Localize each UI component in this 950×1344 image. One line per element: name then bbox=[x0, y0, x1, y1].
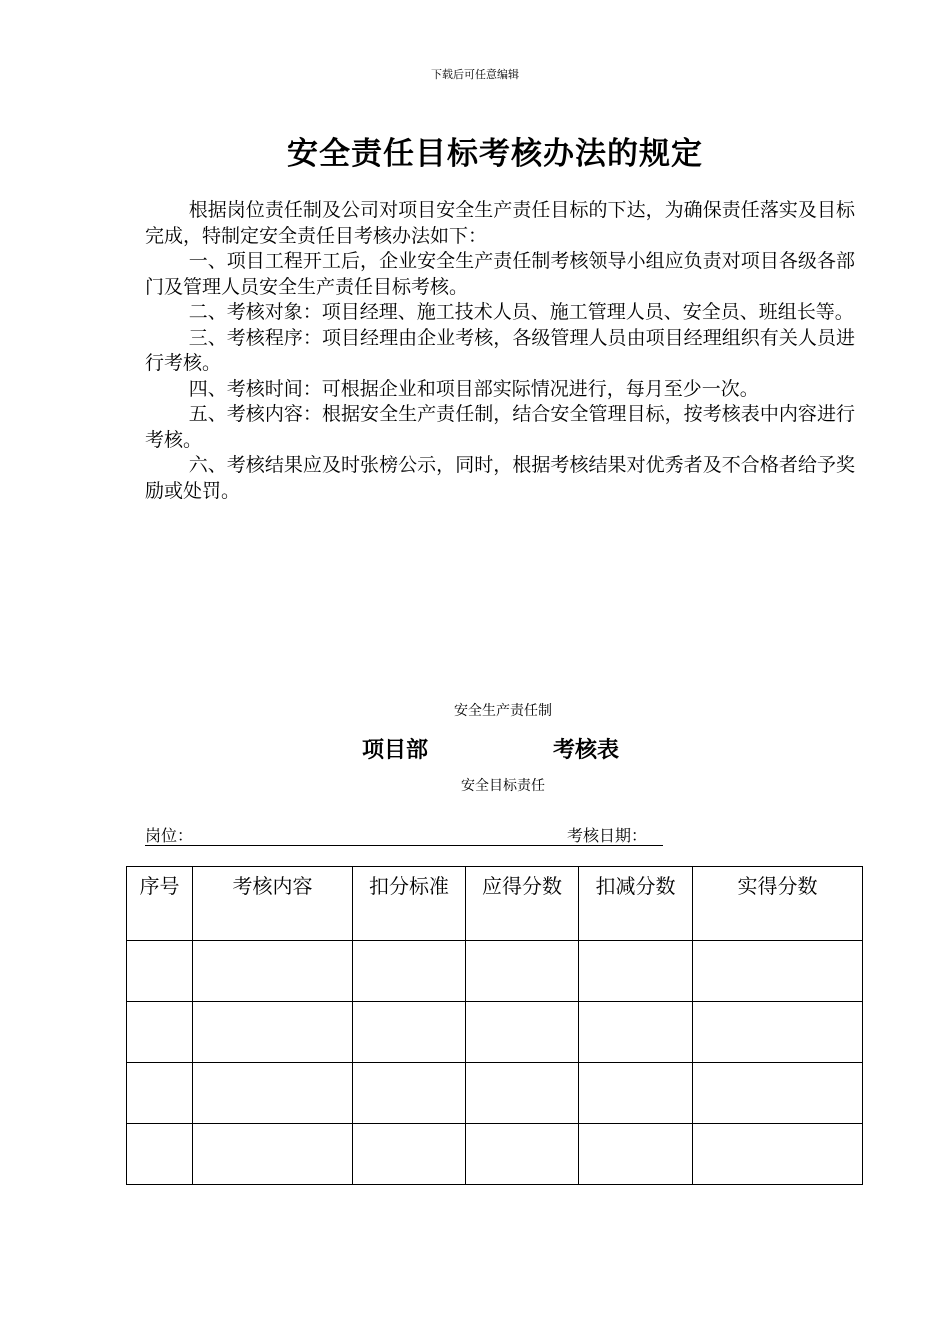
column-header-deducted-score: 扣减分数 bbox=[579, 867, 693, 941]
date-label: 考核日期： bbox=[567, 826, 648, 845]
column-header-content: 考核内容 bbox=[193, 867, 353, 941]
paragraph-item-1: 一、项目工程开工后，企业安全生产责任制考核领导小组应负责对项目各级各部门及管理人员安全生产责任目标考核。 bbox=[145, 250, 855, 298]
table-cell bbox=[693, 941, 863, 1002]
table-row bbox=[127, 941, 863, 1002]
paragraph-item-5: 五、考核内容：根据安全生产责任制，结合安全管理目标，按考核表中内容进行考核。 bbox=[145, 403, 855, 451]
table-cell bbox=[353, 1124, 466, 1185]
score-table bbox=[126, 866, 863, 1185]
table-cell bbox=[193, 1124, 353, 1185]
document-title: 安全责任目标考核办法的规定 bbox=[287, 136, 703, 172]
post-label: 岗位： bbox=[145, 826, 194, 845]
column-header-expected-score: 应得分数 bbox=[466, 867, 579, 941]
form-subtitle-bottom: 安全目标责任 bbox=[461, 778, 545, 794]
table-cell bbox=[466, 1063, 579, 1124]
table-cell bbox=[193, 1063, 353, 1124]
form-subtitle-top: 安全生产责任制 bbox=[454, 703, 552, 719]
table-cell bbox=[193, 1002, 353, 1063]
table-cell bbox=[127, 1002, 193, 1063]
form-meta-row bbox=[145, 823, 663, 846]
table-cell bbox=[127, 1124, 193, 1185]
table-row bbox=[127, 1002, 863, 1063]
table-cell bbox=[193, 941, 353, 1002]
table-cell bbox=[353, 1002, 466, 1063]
paragraph-item-4: 四、考核时间：可根据企业和项目部实际情况进行，每月至少一次。 bbox=[188, 377, 759, 400]
form-title-right: 考核表 bbox=[553, 737, 620, 763]
paragraph-item-3: 三、考核程序：项目经理由企业考核，各级管理人员由项目经理组织有关人员进行考核。 bbox=[145, 326, 855, 374]
form-title-left: 项目部 bbox=[362, 737, 429, 763]
column-header-index: 序号 bbox=[127, 867, 193, 941]
table-cell bbox=[466, 1002, 579, 1063]
column-header-actual-score: 实得分数 bbox=[693, 867, 863, 941]
table-row bbox=[127, 1063, 863, 1124]
column-header-deduction-standard: 扣分标准 bbox=[353, 867, 466, 941]
table-cell bbox=[693, 1063, 863, 1124]
table-header-row bbox=[127, 867, 863, 941]
paragraph-intro: 根据岗位责任制及公司对项目安全生产责任目标的下达，为确保责任落实及目标完成，特制定安全责任目考核办法如下： bbox=[145, 199, 855, 247]
table-cell bbox=[466, 941, 579, 1002]
table-cell bbox=[693, 1124, 863, 1185]
table-cell bbox=[127, 941, 193, 1002]
table-cell bbox=[579, 1063, 693, 1124]
table-cell bbox=[127, 1063, 193, 1124]
table-cell bbox=[466, 1124, 579, 1185]
table-cell bbox=[579, 1124, 693, 1185]
paragraph-item-6: 六、考核结果应及时张榜公示，同时，根据考核结果对优秀者及不合格者给予奖励或处罚。 bbox=[145, 454, 855, 502]
table-cell bbox=[579, 941, 693, 1002]
table-cell bbox=[579, 1002, 693, 1063]
table-row bbox=[127, 1124, 863, 1185]
body-text bbox=[145, 198, 855, 504]
table-cell bbox=[353, 941, 466, 1002]
table-cell bbox=[353, 1063, 466, 1124]
paragraph-item-2: 二、考核对象：项目经理、施工技术人员、施工管理人员、安全员、班组长等。 bbox=[188, 301, 854, 323]
header-note: 下载后可任意编辑 bbox=[431, 68, 519, 81]
table-cell bbox=[693, 1002, 863, 1063]
